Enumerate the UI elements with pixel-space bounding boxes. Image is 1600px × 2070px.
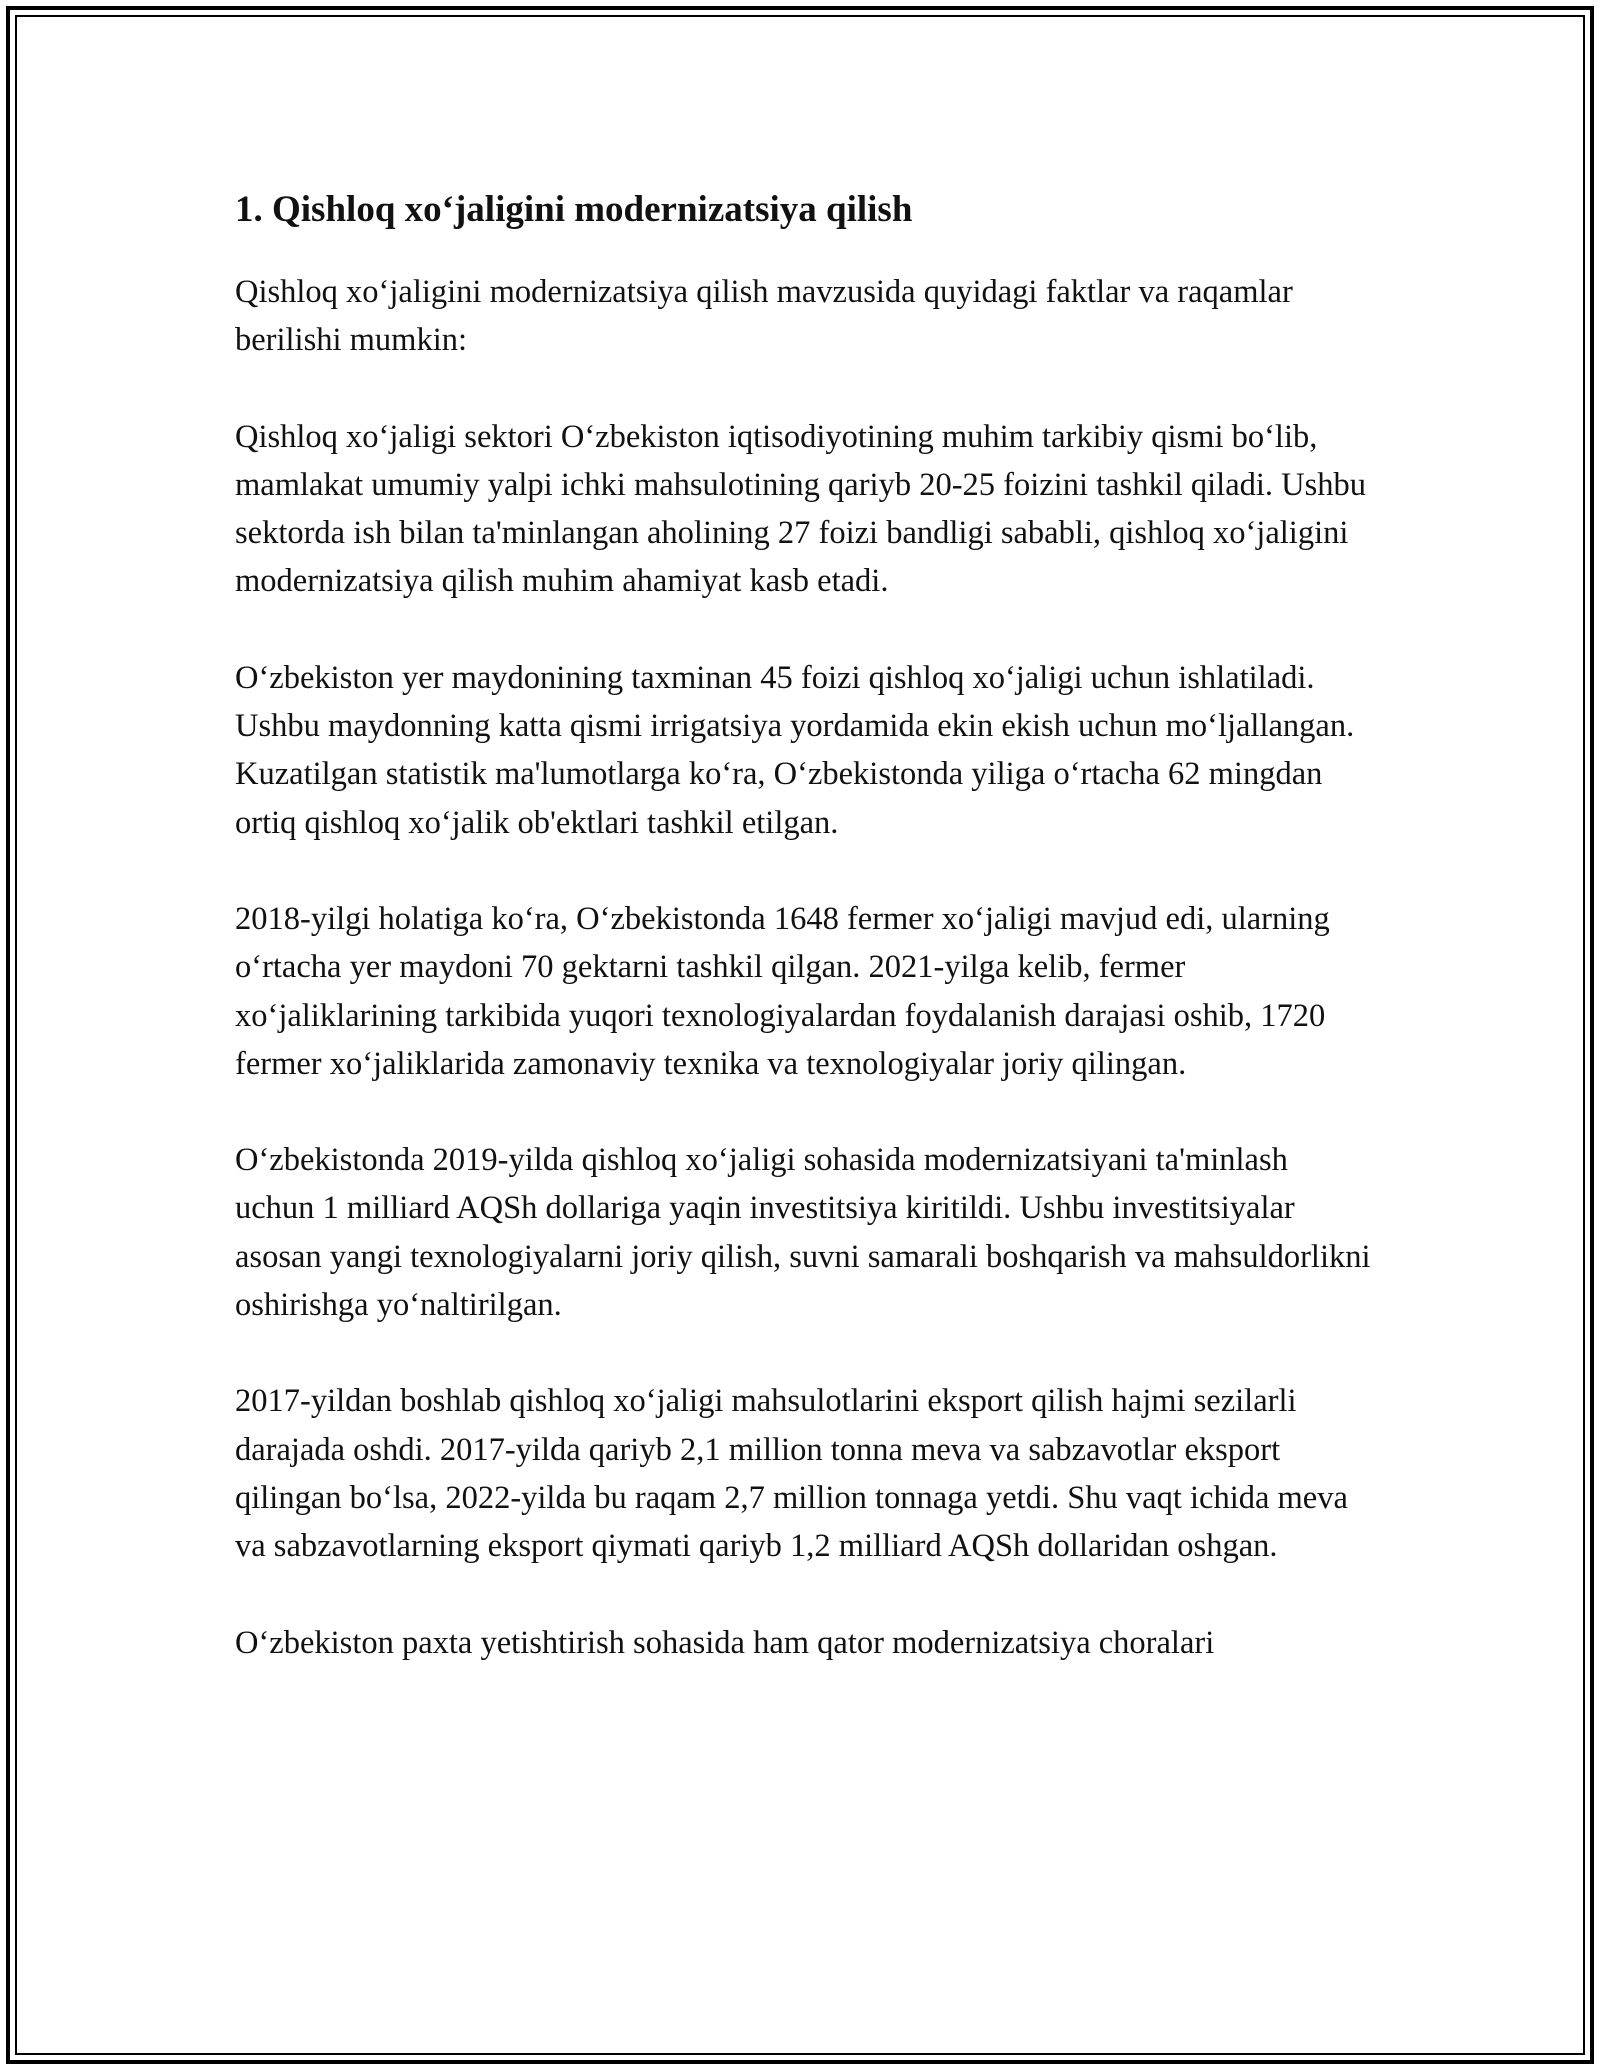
document-body: [235, 186, 1375, 1715]
paragraph-intro: Qishloq xo‘jaligini modernizatsiya qilish mavzusida quyidagi faktlar va raqamlar berilishi mumkin:: [235, 274, 1293, 359]
paragraph-farms: 2018-yilgi holatiga ko‘ra, O‘zbekistonda 1648 fermer xo‘jaligi mavjud edi, ularning o‘rtacha yer maydoni 70 gektarni tashkil qilgan. 2021-yilga kelib, fermer xo‘jaliklarining tarkibida yuqori texnologiyalardan foydalanish darajasi oshib, 1720 fermer xo‘jaliklarida zamonaviy texnika va texnologiyalar joriy qilingan.: [235, 900, 1330, 1082]
paragraph-cotton: O‘zbekiston paxta yetishtirish sohasida ham qator modernizatsiya choralari: [235, 1624, 1215, 1661]
paragraph-investment: O‘zbekistonda 2019-yilda qishloq xo‘jaligi sohasida modernizatsiyani ta'minlash uchun 1 milliard AQSh dollariga yaqin investitsiya kiritildi. Ushbu investitsiyalar asosan yangi texnologiyalarni joriy qilish, suvni samarali boshqarish va mahsuldorlikni oshirishga yo‘naltirilgan.: [235, 1142, 1371, 1324]
paragraph-land-use: O‘zbekiston yer maydonining taxminan 45 foizi qishloq xo‘jaligi uchun ishlatiladi. Ushbu maydonning katta qismi irrigatsiya yordamida ekin ekish uchun mo‘ljallangan. Kuzatilgan statistik ma'lumotlarga ko‘ra, O‘zbekistonda yiliga o‘rtacha 62 mingdan ortiq qishloq xo‘jalik ob'ektlari tashkil etilgan.: [235, 659, 1355, 841]
paragraph-gdp-share: Qishloq xo‘jaligi sektori O‘zbekiston iqtisodiyotining muhim tarkibiy qismi bo‘lib, mamlakat umumiy yalpi ichki mahsulotining qariyb 20-25 foizini tashkil qiladi. Ushbu sektorda ish bilan ta'minlangan aholining 27 foizi bandligi sababli, qishloq xo‘jaligini modernizatsiya qilish muhim ahamiyat kasb etadi.: [235, 418, 1367, 600]
paragraph-exports: 2017-yildan boshlab qishloq xo‘jaligi mahsulotlarini eksport qilish hajmi sezilarli darajada oshdi. 2017-yilda qariyb 2,1 million tonna meva va sabzavotlar eksport qilingan bo‘lsa, 2022-yilda bu raqam 2,7 million tonnaga yetdi. Shu vaqt ichida meva va sabzavotlarning eksport qiymati qariyb 1,2 milliard AQSh dollaridan oshgan.: [235, 1383, 1348, 1565]
document-title: 1. Qishloq xo‘jaligini modernizatsiya qilish: [235, 189, 913, 230]
